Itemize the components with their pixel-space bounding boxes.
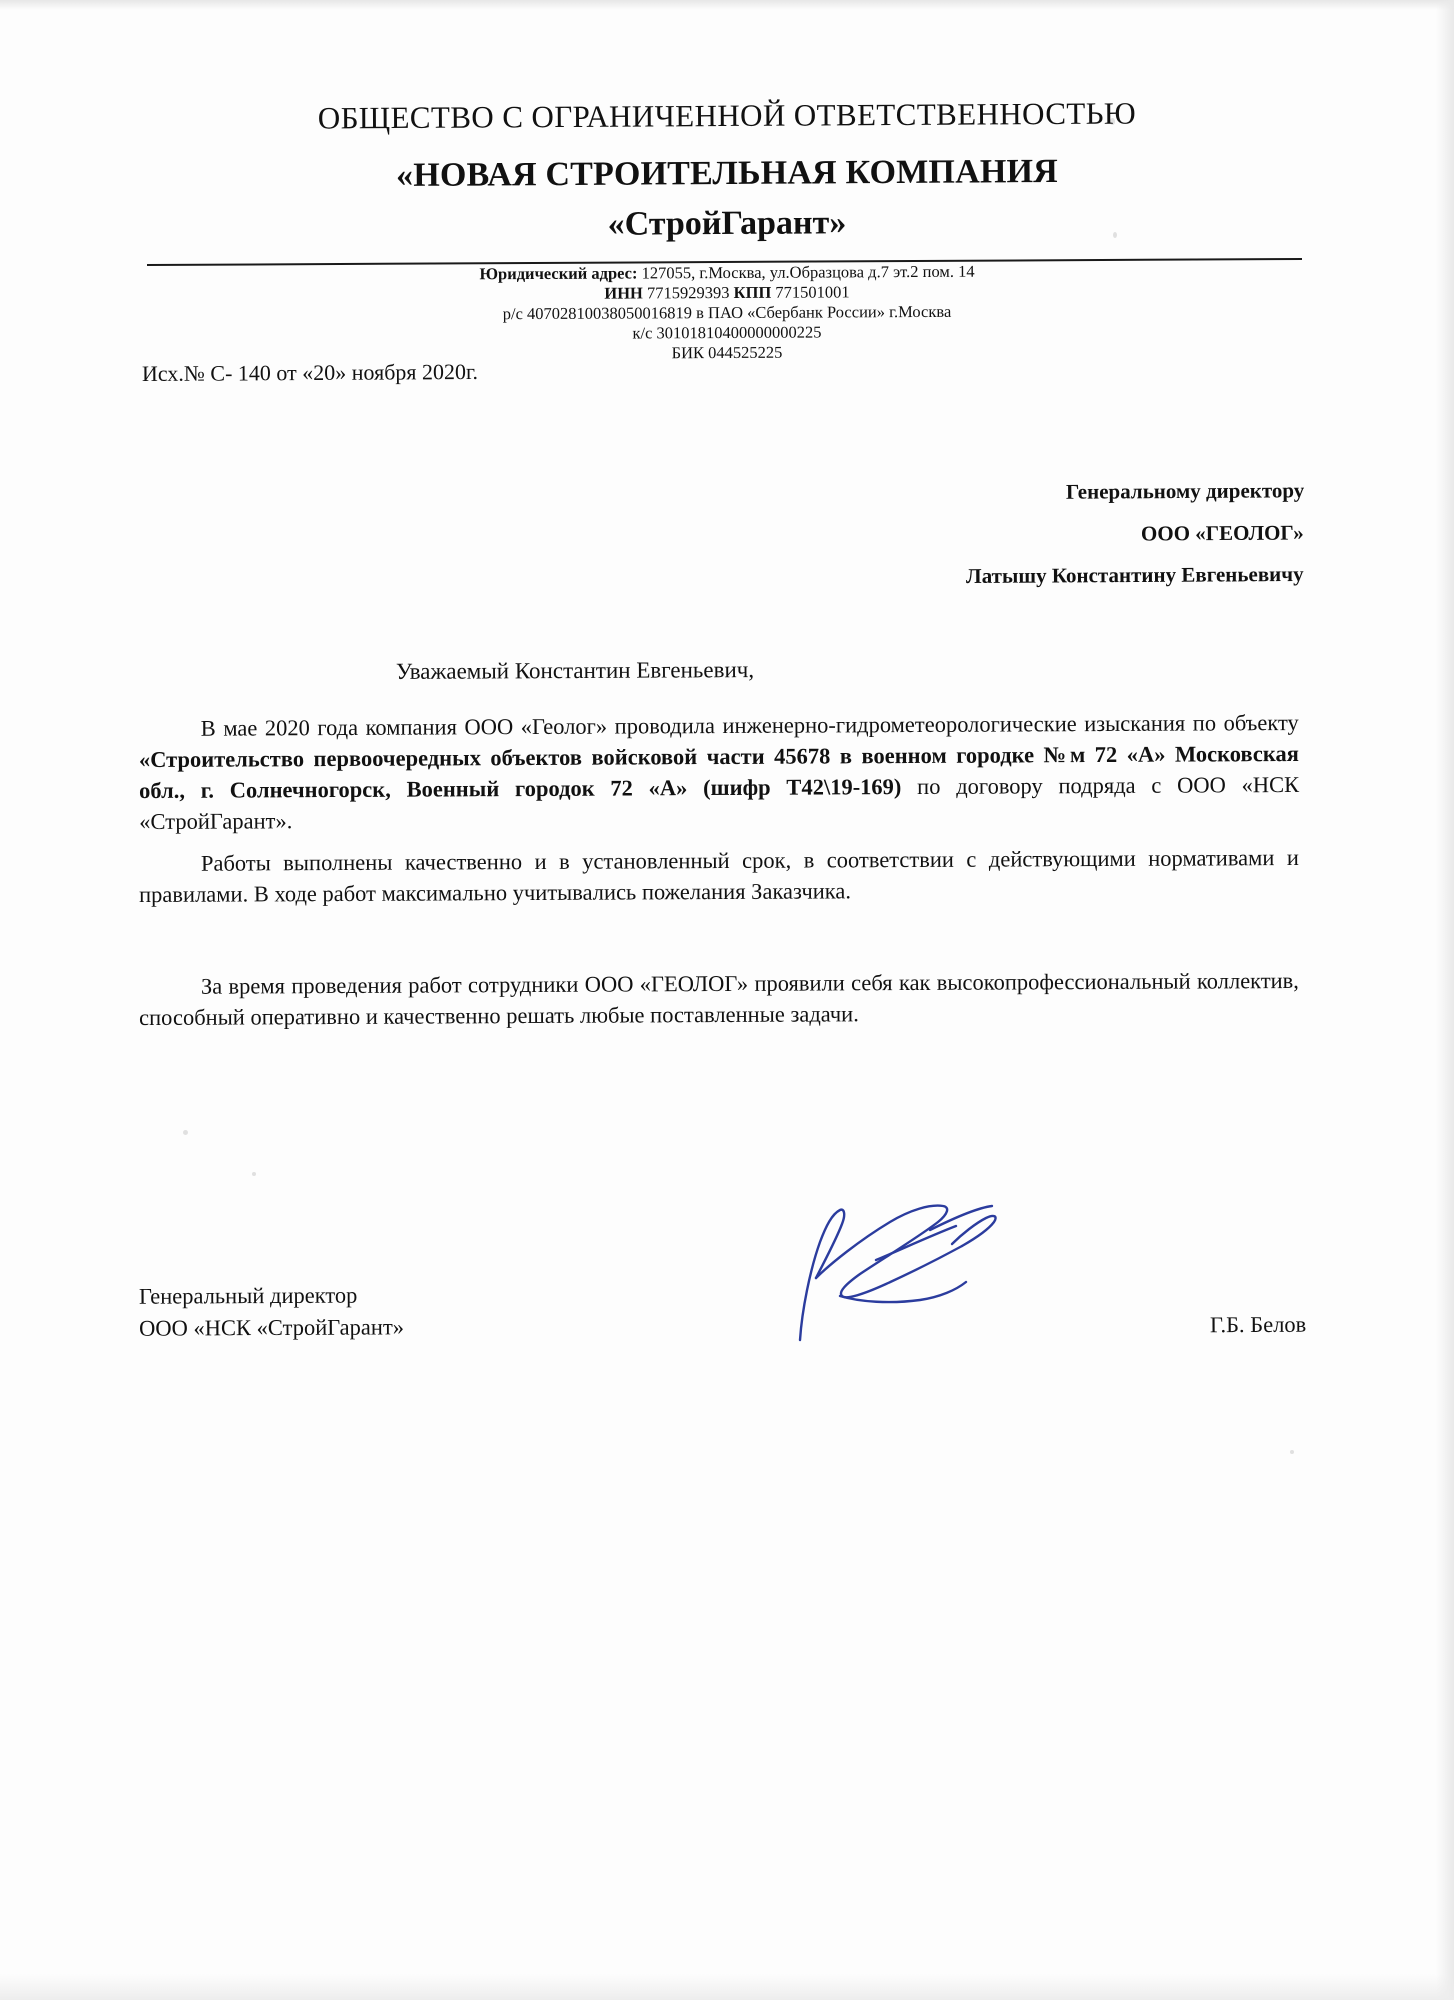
inn-value: 7715929393 bbox=[642, 282, 734, 303]
inn-label: ИНН bbox=[604, 283, 643, 303]
signature-icon bbox=[780, 1200, 1040, 1350]
corr-account-line: к/с 30101810400000000225 bbox=[632, 322, 822, 343]
signer-name: Г.Б. Белов bbox=[1209, 1311, 1307, 1338]
addressee-company: ООО «ГЕОЛОГ» bbox=[1141, 520, 1305, 546]
body-paragraph-3 bbox=[139, 965, 1299, 1033]
kpp-label: КПП bbox=[733, 282, 772, 302]
bik-line: БИК 044525225 bbox=[671, 342, 783, 363]
addressee-position: Генеральному директору bbox=[1065, 478, 1305, 504]
company-type-line: ОБЩЕСТВО С ОГРАНИЧЕННОЙ ОТВЕТСТВЕННОСТЬЮ bbox=[317, 95, 1137, 136]
company-name-line-1: «НОВАЯ СТРОИТЕЛЬНАЯ КОМПАНИЯ bbox=[395, 152, 1059, 195]
outgoing-number: Исх.№ С- 140 от «20» ноября 2020г. bbox=[141, 358, 479, 387]
signer-title-line-2: ООО «НСК «СтройГарант» bbox=[139, 1314, 405, 1341]
kpp-value: 771501001 bbox=[771, 282, 850, 302]
paragraph1-part2: по договору подряда с ООО «НСК «СтройГарант». bbox=[139, 771, 1300, 835]
signer-title bbox=[139, 1279, 404, 1344]
body-paragraph-1 bbox=[139, 707, 1300, 837]
legal-address-label: Юридический адрес: bbox=[479, 263, 638, 284]
paragraph2-text: Работы выполнены качественно и в установленный срок, в соответствии с действующими нормативами и правилами. В ходе работ максимально учитывались пожелания Заказчика. bbox=[139, 844, 1299, 908]
paragraph1-part1: В мае 2020 года компания ООО «Геолог» проводила инженерно-гидрометеорологические изыскания по объекту bbox=[200, 709, 1299, 741]
body-paragraph-2 bbox=[139, 842, 1299, 910]
legal-address-value: 127055, г.Москва, ул.Образцова д.7 эт.2 пом. 14 bbox=[637, 261, 975, 283]
signer-title-line-1: Генеральный директор bbox=[138, 1282, 358, 1309]
addressee-name: Латышу Константину Евгеньевичу bbox=[966, 561, 1305, 589]
salutation: Уважаемый Константин Евгеньевич, bbox=[395, 657, 755, 684]
company-name-line-2: «СтройГарант» bbox=[607, 204, 847, 243]
paragraph3-text: За время проведения работ сотрудники ООО «ГЕОЛОГ» проявили себя как высокопрофессиональный коллектив, способный оперативно и качественно решать любые поставленные задачи. bbox=[139, 967, 1299, 1031]
bank-account-line: р/с 40702810038050016819 в ПАО «Сбербанк России» г.Москва bbox=[502, 301, 952, 324]
paragraph1-object-name: «Строительство первоочередных объектов войсковой части 45678 в военном городке №м 72 «А» Московская обл., г. Солнечногорск, Военный городок 72 «А» (шифр Т42\19-169) bbox=[138, 740, 1299, 804]
